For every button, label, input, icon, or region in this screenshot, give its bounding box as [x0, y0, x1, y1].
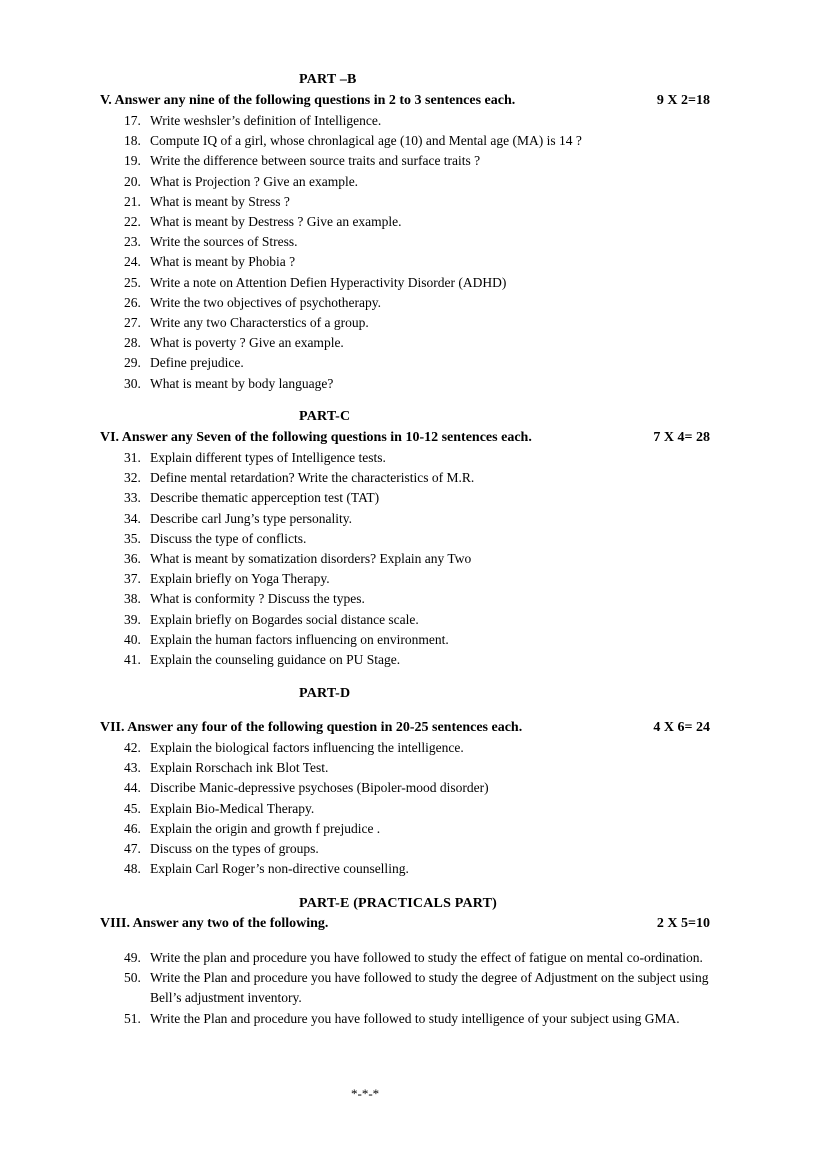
question-item [0, 293, 710, 313]
section-vii-marks: 4 X 6= 24 [653, 720, 710, 735]
question-text: Discuss the type of conflicts. [150, 530, 307, 546]
question-item [0, 232, 710, 252]
question-item [0, 333, 710, 353]
question-number: 21. [124, 193, 141, 209]
part-c-question-list [0, 448, 710, 670]
question-text: What is poverty ? Give an example. [150, 335, 344, 351]
question-item [0, 252, 710, 272]
question-item [0, 569, 710, 589]
question-number: 20. [124, 173, 141, 189]
question-number: 28. [124, 335, 141, 351]
question-item [0, 738, 710, 758]
question-number: 22. [124, 214, 141, 230]
question-text: Explain briefly on Bogardes social distance scale. [150, 611, 419, 627]
question-item [0, 630, 710, 650]
question-text: Explain the human factors influencing on environment. [150, 631, 449, 647]
part-d-title: PART-D [299, 686, 351, 701]
question-number: 27. [124, 315, 141, 331]
question-number: 31. [124, 450, 141, 465]
question-text: What is meant by Phobia ? [150, 254, 296, 270]
question-item [0, 212, 710, 232]
question-text: What is meant by Destress ? Give an example. [150, 214, 402, 230]
question-text: Write the difference between source traits and surface traits ? [150, 153, 481, 169]
question-text: Explain the biological factors influencing the intelligence. [150, 740, 464, 755]
section-v-instruction: V. Answer any nine of the following questions in 2 to 3 sentences each. [100, 93, 516, 108]
question-text: What is meant by Stress ? [150, 193, 290, 209]
question-item [0, 589, 710, 609]
question-text: Write the Plan and procedure you have followed to study intelligence of your subject using GMA. [150, 1010, 680, 1026]
question-number: 24. [124, 254, 141, 270]
section-v-marks: 9 X 2=18 [656, 93, 710, 108]
question-number: 50. [124, 970, 141, 986]
question-text: Explain different types of Intelligence tests. [150, 450, 386, 465]
question-number: 44. [124, 780, 141, 796]
question-number: 26. [124, 294, 141, 310]
question-text: Explain Bio-Medical Therapy. [150, 800, 315, 816]
question-number: 25. [124, 274, 141, 290]
part-d-question-list [0, 738, 710, 879]
question-number: 23. [124, 234, 141, 250]
question-number: 43. [124, 760, 141, 776]
section-vii-instruction: VII. Answer any four of the following question in 20-25 sentences each. [100, 720, 523, 735]
question-text: Describe carl Jung’s type personality. [150, 510, 352, 526]
question-number: 18. [124, 133, 141, 149]
question-item [0, 353, 710, 373]
question-item [0, 374, 710, 394]
question-text: Discribe Manic-depressive psychoses (Bipoler-mood disorder) [150, 780, 489, 796]
question-number: 34. [124, 510, 141, 526]
question-item [0, 529, 710, 549]
question-text: Define mental retardation? Write the characteristics of M.R. [150, 470, 475, 486]
question-text: What is meant by somatization disorders? Explain any Two [150, 551, 472, 567]
question-number: 49. [124, 950, 141, 965]
question-number: 51. [124, 1010, 141, 1026]
question-item [0, 313, 710, 333]
question-item [0, 948, 710, 968]
question-item [0, 610, 710, 630]
part-e-question-list [0, 948, 710, 1029]
question-text: Describe thematic apperception test (TAT) [150, 490, 380, 506]
question-number: 38. [124, 591, 141, 607]
question-item [0, 488, 710, 508]
question-text: What is meant by body language? [150, 375, 334, 391]
question-text: Write the two objectives of psychotherapy. [150, 294, 382, 310]
part-b-question-list [0, 111, 710, 394]
question-item [0, 151, 710, 171]
question-number: 29. [124, 355, 141, 371]
question-item [0, 778, 710, 798]
question-text: Explain Carl Roger’s non-directive counselling. [150, 861, 409, 877]
end-of-paper-mark: *-*-* [351, 1086, 380, 1101]
question-number: 48. [124, 861, 141, 877]
question-number: 33. [124, 490, 141, 506]
question-item [0, 968, 710, 1008]
question-item [0, 859, 710, 879]
question-item [0, 111, 710, 131]
question-item [0, 509, 710, 529]
question-item [0, 839, 710, 859]
question-number: 30. [124, 375, 141, 391]
question-text: Discuss on the types of groups. [150, 841, 319, 857]
section-viii-marks: 2 X 5=10 [656, 916, 710, 931]
question-number: 17. [124, 113, 141, 128]
question-item [0, 448, 710, 468]
question-text: Define prejudice. [150, 355, 244, 371]
question-item [0, 549, 710, 569]
question-item [0, 650, 710, 670]
question-number: 41. [124, 652, 141, 668]
question-text: What is conformity ? Discuss the types. [150, 591, 365, 607]
question-text: Write any two Characterstics of a group. [150, 315, 369, 331]
question-item [0, 172, 710, 192]
question-text: Explain the counseling guidance on PU Stage. [150, 652, 401, 668]
question-text: Write weshsler’s definition of Intelligence. [150, 113, 382, 128]
question-number: 46. [124, 820, 141, 836]
question-item [0, 468, 710, 488]
question-text: What is Projection ? Give an example. [150, 173, 359, 189]
question-number: 39. [124, 611, 141, 627]
question-number: 47. [124, 841, 141, 857]
question-text: Write the plan and procedure you have followed to study the effect of fatigue on mental co-ordination. [150, 950, 703, 965]
question-item [0, 273, 710, 293]
section-viii-instruction: VIII. Answer any two of the following. [100, 916, 329, 931]
question-item [0, 131, 710, 151]
question-number: 37. [124, 571, 141, 587]
part-c-title: PART-C [299, 409, 351, 424]
question-text: Write a note on Attention Defien Hyperactivity Disorder (ADHD) [150, 274, 507, 290]
question-item [0, 1009, 710, 1029]
question-number: 45. [124, 800, 141, 816]
question-text: Explain Rorschach ink Blot Test. [150, 760, 329, 776]
question-text: Compute IQ of a girl, whose chronlagical age (10) and Mental age (MA) is 14 ? [150, 133, 582, 149]
question-text: Write the Plan and procedure you have followed to study the degree of Adjustment on the subject using Bell’s adjustment inventory. [150, 970, 709, 1006]
question-item [0, 758, 710, 778]
question-number: 19. [124, 153, 141, 169]
question-number: 35. [124, 530, 141, 546]
question-item [0, 192, 710, 212]
question-number: 42. [124, 740, 141, 755]
question-number: 36. [124, 551, 141, 567]
section-vi-marks: 7 X 4= 28 [653, 430, 710, 445]
question-text: Write the sources of Stress. [150, 234, 298, 250]
question-text: Explain briefly on Yoga Therapy. [150, 571, 330, 587]
question-number: 32. [124, 470, 141, 486]
question-text: Explain the origin and growth f prejudice . [150, 820, 381, 836]
question-item [0, 799, 710, 819]
question-number: 40. [124, 631, 141, 647]
question-item [0, 819, 710, 839]
part-b-title: PART –B [299, 72, 357, 87]
section-vi-instruction: VI. Answer any Seven of the following questions in 10-12 sentences each. [100, 430, 532, 445]
part-e-title: PART-E (PRACTICALS PART) [299, 896, 498, 911]
